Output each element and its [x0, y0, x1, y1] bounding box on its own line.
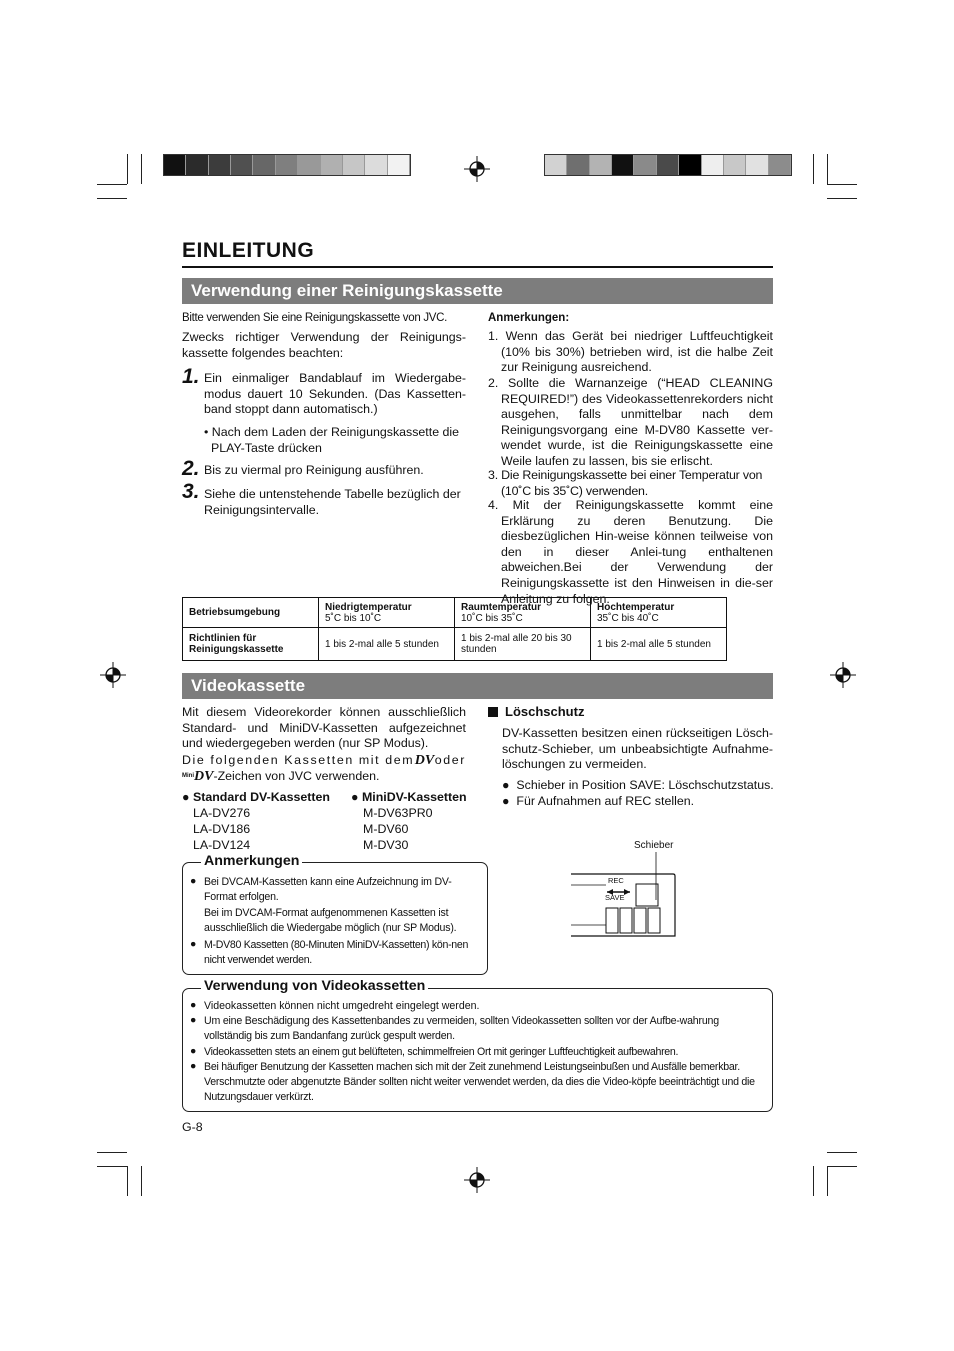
- video-intro: Mit diesem Videorekorder können ausschließlich Standard- und MiniDV-Kassetten aufgezeichnet und wiedergegeben werden (nur SP Modus).: [182, 705, 466, 751]
- box-bullet: ●: [190, 1060, 197, 1072]
- table-header-cell: [591, 598, 727, 628]
- note-item: 4. Mit der Reinigungskassette kommt eine Erklärung zu deren Benutzung. Die diesbezüglichen Hin-weise können teilweise von den in dieser Anlei-tung enthaltenen abweichen.Bei der Verwendung der Reinigungskassette ist den Hinweisen in die-ser Anleitung zu folgen.: [488, 498, 773, 606]
- color-patch: [321, 155, 343, 175]
- box-item: Bei DVCAM-Kassetten kann eine Aufzeichnung im DV-Format erfolgen.: [204, 876, 452, 904]
- color-patch: [746, 155, 768, 175]
- registration-mark-icon: [830, 662, 856, 688]
- table-header-cell: [319, 598, 455, 628]
- loesch-text: DV-Kassetten besitzen einen rückseitigen Lösch-schutz-Schieber, um unbeabsichtigte Aufnahme-löschungen zu vermeiden.: [502, 726, 773, 772]
- header-range: 5˚C bis 10˚C: [325, 612, 382, 624]
- bullet-text: Für Aufnahmen auf REC stellen.: [516, 794, 695, 808]
- table-row-label: Richtlinien für Reinigungskassette: [183, 628, 319, 661]
- header-label: Niedrigtemperatur: [325, 601, 412, 613]
- step-text: Bis zu viermal pro Reinigung ausführen.: [204, 463, 424, 477]
- color-patch: [343, 155, 365, 175]
- color-patch: [164, 155, 186, 175]
- mini-list-title: ● MiniDV-Kassetten: [351, 790, 467, 804]
- header-range: 10˚C bis 35˚C: [461, 612, 523, 624]
- color-patch: [545, 155, 567, 175]
- box-item: Bei im DVCAM-Format aufgenommenen Kassetten ist ausschließlich die Wiedergabe möglich (nur SP Modus).: [204, 907, 457, 935]
- step-subitem: • Nach dem Laden der Reinigungskassette die PLAY-Taste drücken: [204, 425, 460, 455]
- color-patch: [657, 155, 679, 175]
- mini-title: MiniDV-Kassetten: [361, 790, 467, 804]
- page-title: EINLEITUNG: [182, 239, 315, 262]
- step-text: Ein einmaliger Bandablauf im Wiedergabe-modus dauert 10 Sekunden. (Das Kassetten-band stoppt dann automatisch.): [204, 371, 466, 417]
- box-bullet: ●: [190, 938, 197, 950]
- video-intro-line: [182, 753, 466, 769]
- cleaning-interval-table: [182, 597, 727, 661]
- color-patch: [186, 155, 208, 175]
- color-patch: [388, 155, 410, 175]
- minidv-logo: DV: [194, 769, 214, 784]
- usage-box-title: Verwendung von Videokassetten: [201, 978, 428, 994]
- diagram-label: Schieber: [634, 840, 674, 851]
- table-cell: 1 bis 2-mal alle 5 stunden: [319, 628, 455, 661]
- loesch-bullet: ● Für Aufnahmen auf REC stellen.: [502, 794, 695, 808]
- step-number: 3.: [182, 480, 200, 503]
- section-heading-cleaning: Verwendung einer Reinigungskassette: [182, 278, 773, 304]
- list-item: LA-DV124: [193, 838, 251, 852]
- list-item: M-DV30: [363, 838, 409, 852]
- std-title: Standard DV-Kassetten: [192, 790, 330, 804]
- header-label: Hochtemperatur: [597, 601, 675, 613]
- intro-paragraph: Zwecks richtiger Verwendung der Reinigungs-kassette folgendes beachten:: [182, 330, 466, 360]
- diagram-save-label: SAVE: [605, 893, 625, 902]
- color-patch: [724, 155, 746, 175]
- loesch-title: Löschschutz: [505, 704, 585, 719]
- intro-line: Bitte verwenden Sie eine Reinigungskassette von JVC.: [182, 312, 448, 324]
- intro-text: Die folgenden Kassetten mit dem: [182, 753, 415, 767]
- color-bar-right: [544, 154, 792, 176]
- step-number: 1.: [182, 365, 200, 388]
- table-row: [183, 628, 727, 661]
- list-item: LA-DV276: [193, 806, 251, 820]
- color-patch: [634, 155, 656, 175]
- color-patch: [567, 155, 589, 175]
- table-header-cell: Betriebsumgebung: [183, 598, 319, 628]
- std-list-title: ● Standard DV-Kassetten: [182, 790, 330, 804]
- loesch-bullet: ● Schieber in Position SAVE: Löschschutzstatus.: [502, 778, 774, 792]
- step-text: Siehe die untenstehende Tabelle bezüglich der Reinigungsintervalle.: [204, 487, 461, 517]
- video-intro-line: [182, 769, 466, 785]
- box-bullet: ●: [190, 999, 197, 1011]
- box-bullet: ●: [190, 1014, 197, 1026]
- box-item: Videokassetten stets an einem gut belüfteten, schimmelfreien Ort mit geringer Luftfeuchtigkeit aufbewahren.: [204, 1046, 679, 1058]
- color-patch: [231, 155, 253, 175]
- header-label: Raumtemperatur: [461, 601, 542, 613]
- note-item: 1. Wenn das Gerät bei niedriger Luftfeuchtigkeit (10% bis 30%) betrieben wird, ist die halbe Zeit zur Reinigung ausreichend.: [488, 329, 773, 375]
- notes-title: Anmerkungen:: [488, 312, 570, 324]
- header-range: 35˚C bis 40˚C: [597, 612, 659, 624]
- step-number: 2.: [182, 457, 200, 480]
- color-patch: [590, 155, 612, 175]
- box-item: Videokassetten können nicht umgedreht eingelegt werden.: [204, 1000, 480, 1012]
- color-patch: [253, 155, 275, 175]
- intro-text: -Zeichen von JVC verwenden.: [213, 769, 380, 783]
- box-item: Bei häufiger Benutzung der Kassetten machen sich mit der Zeit zunehmend Leistungseinbußen und Ausfälle bemerkbar. Verschmutzte oder abgenutzte Bänder sollten nicht weiter verwendet werden, da dies die Video-köpfe beeinträchtigt und die Nutzungsdauer verkürzt.: [204, 1061, 755, 1104]
- table-cell: 1 bis 2-mal alle 5 stunden: [591, 628, 727, 661]
- color-patch: [209, 155, 231, 175]
- section-heading-videokassette: Videokassette: [182, 673, 773, 699]
- diagram-rec-label: REC: [608, 876, 624, 885]
- registration-mark-icon: [464, 156, 490, 182]
- box-bullet: ●: [190, 875, 197, 887]
- bullet-text: Schieber in Position SAVE: Löschschutzstatus.: [516, 778, 774, 792]
- intro-text: oder: [434, 753, 466, 767]
- registration-mark-icon: [464, 1167, 490, 1193]
- color-patch: [298, 155, 320, 175]
- note-item: 3. Die Reinigungskassette bei einer Temperatur von (10˚C bis 35˚C) verwenden.: [488, 468, 763, 498]
- color-bar-left: [163, 154, 411, 176]
- color-patch: [702, 155, 724, 175]
- box-item: M-DV80 Kassetten (80-Minuten MiniDV-Kassetten) kön-nen nicht verwendet werden.: [204, 939, 469, 967]
- color-patch: [769, 155, 791, 175]
- page-number: G-8: [182, 1120, 203, 1134]
- square-bullet-icon: [488, 707, 498, 717]
- table-cell: 1 bis 2-mal alle 20 bis 30 stunden: [455, 628, 591, 661]
- registration-mark-icon: [100, 662, 126, 688]
- table-header-cell: [455, 598, 591, 628]
- color-patch: [276, 155, 298, 175]
- note-item: 2. Sollte die Warnanzeige (“HEAD CLEANING REQUIRED!”) des Videokassettenrekorders nicht ausgehen, falls unmittelbar nach dem Reinigungsvorgang eine M-DV80 Kassette ver-wendet wurde, ist die Reinigungskassette eine Weile laufen zu lassen, bis sie erlischt.: [488, 376, 773, 468]
- color-patch: [365, 155, 387, 175]
- table-row: [183, 598, 727, 628]
- notes-box-title: Anmerkungen: [201, 853, 302, 869]
- list-item: M-DV63PR0: [363, 806, 433, 820]
- box-bullet: ●: [190, 1045, 197, 1057]
- box-item: Um eine Beschädigung des Kassettenbandes zu vermeiden, sollten Videokassetten sollten vor der Aufbe-wahrung vollständig bis zum Bandanfang zurück gespult werden.: [204, 1015, 719, 1043]
- color-patch: [679, 155, 701, 175]
- list-item: M-DV60: [363, 822, 409, 836]
- title-rule: [182, 266, 773, 268]
- color-patch: [612, 155, 634, 175]
- list-item: LA-DV186: [193, 822, 251, 836]
- dv-logo: DV: [414, 753, 435, 768]
- minidv-logo: Mini: [182, 773, 194, 779]
- cassette-switch-diagram: [570, 852, 680, 938]
